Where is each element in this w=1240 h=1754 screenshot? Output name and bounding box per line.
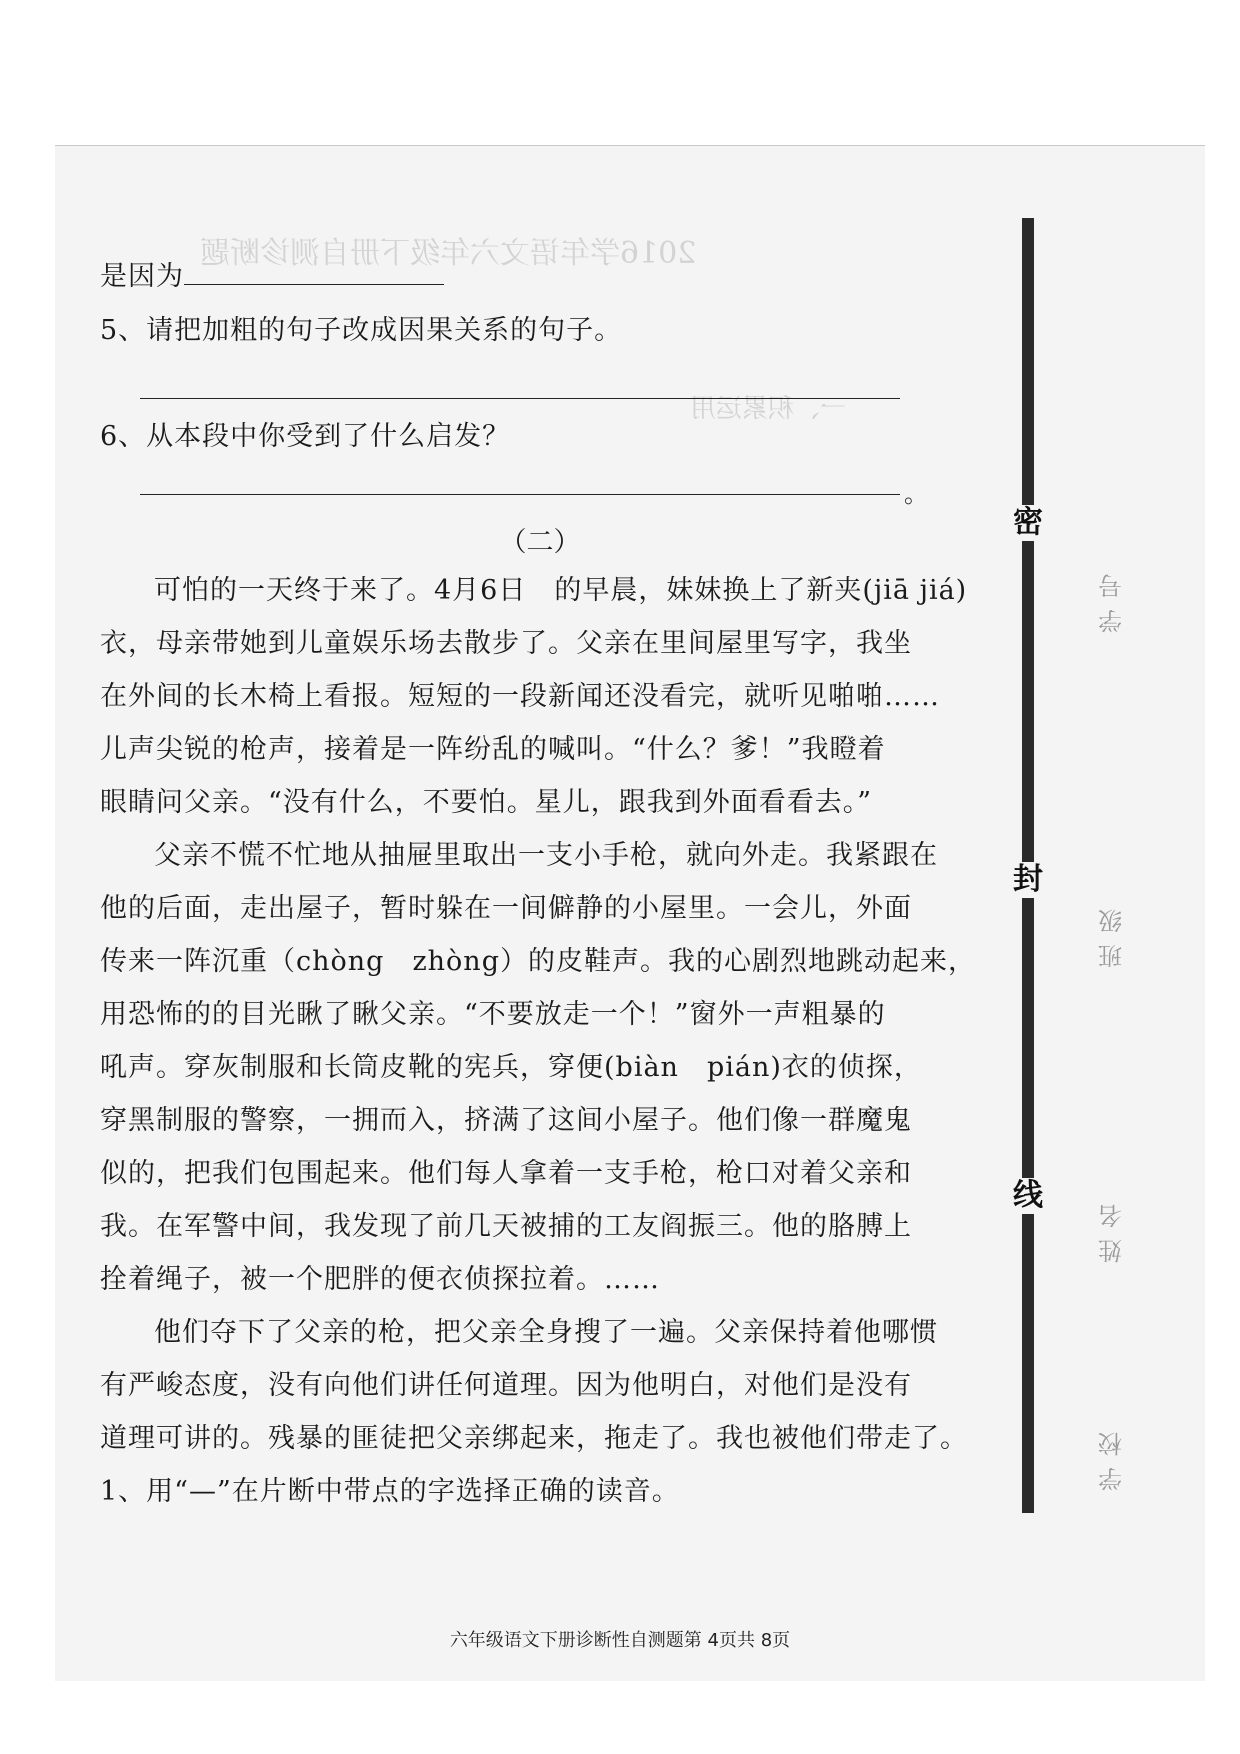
question-5: 5、请把加粗的句子改成因果关系的句子。 bbox=[100, 315, 623, 346]
binding-mark-xian: 线 bbox=[1010, 1178, 1046, 1214]
question-5-answer-line[interactable] bbox=[140, 398, 900, 399]
passage-line: 在外间的长木椅上看报。短短的一段新闻还没看完，就听见啪啪…… bbox=[100, 681, 940, 712]
answer-prefix: 是因为 bbox=[100, 261, 184, 292]
question-6: 6、从本段中你受到了什么启发？ bbox=[100, 421, 511, 452]
margin-label-class: 班级 bbox=[1098, 906, 1122, 969]
passage-line: 衣，母亲带她到儿童娱乐场去散步了。父亲在里间屋里写字，我坐 bbox=[100, 628, 912, 659]
passage-line: 吼声。穿灰制服和长筒皮靴的宪兵，穿便(biàn pián)衣的侦探， bbox=[100, 1052, 922, 1083]
binding-mark-feng: 封 bbox=[1010, 862, 1046, 898]
section-title: （二） bbox=[499, 527, 581, 558]
margin-label-school: 学校 bbox=[1098, 1429, 1122, 1492]
passage-line: 似的，把我们包围起来。他们每人拿着一支手枪，枪口对着父亲和 bbox=[100, 1158, 912, 1189]
continued-answer bbox=[100, 258, 960, 294]
passage-line: 儿声尖锐的枪声，接着是一阵纷乱的喊叫。“什么？爹！”我瞪着 bbox=[100, 734, 886, 765]
passage-line: 用恐怖的的目光瞅了瞅父亲。“不要放走一个！”窗外一声粗暴的 bbox=[100, 999, 886, 1030]
question-6-answer-line[interactable] bbox=[140, 494, 900, 495]
passage-line: 他的后面，走出屋子，暂时躲在一间僻静的小屋里。一会儿，外面 bbox=[100, 893, 912, 924]
passage-line: 可怕的一天终于来了。4月6日 的早晨，妹妹换上了新夹(jiā jiá) bbox=[154, 575, 968, 606]
passage-line: 拴着绳子，被一个肥胖的便衣侦探拉着。…… bbox=[100, 1264, 660, 1295]
passage-line: 道理可讲的。残暴的匪徒把父亲绑起来，拖走了。我也被他们带走了。 bbox=[100, 1423, 968, 1454]
margin-label-name: 姓名 bbox=[1098, 1201, 1122, 1264]
passage-line: 眼睛问父亲。“没有什么，不要怕。星儿，跟我到外面看看去。” bbox=[100, 787, 873, 818]
answer-blank[interactable] bbox=[184, 258, 444, 285]
passage-line: 有严峻态度，没有向他们讲任何道理。因为他明白，对他们是没有 bbox=[100, 1370, 912, 1401]
margin-label-student-id: 学号 bbox=[1098, 571, 1122, 634]
bleed-through-section: 一、积累运用 bbox=[690, 394, 847, 424]
passage-line: 他们夺下了父亲的枪，把父亲全身搜了一遍。父亲保持着他哪惯 bbox=[154, 1317, 938, 1348]
question-1: 1、用“—”在片断中带点的字选择正确的读音。 bbox=[100, 1476, 680, 1507]
binding-mark-mi: 密 bbox=[1010, 505, 1046, 541]
passage-line: 父亲不慌不忙地从抽屉里取出一支小手枪，就向外走。我紧跟在 bbox=[154, 840, 938, 871]
bleed-through-title: 2016学年语文六年级下册自测诊断题 bbox=[200, 236, 697, 271]
answer-period: 。 bbox=[904, 480, 928, 508]
passage-line: 穿黑制服的警察，一拥而入，挤满了这间小屋子。他们像一群魔鬼 bbox=[100, 1105, 912, 1136]
passage-line: 我。在军警中间，我发现了前几天被捕的工友阎振三。他的胳膊上 bbox=[100, 1211, 912, 1242]
passage-line: 传来一阵沉重（chòng zhòng）的皮鞋声。我的心剧烈地跳动起来， bbox=[100, 946, 976, 977]
page-footer: 六年级语文下册诊断性自测题第 4页共 8页 bbox=[449, 1630, 791, 1651]
